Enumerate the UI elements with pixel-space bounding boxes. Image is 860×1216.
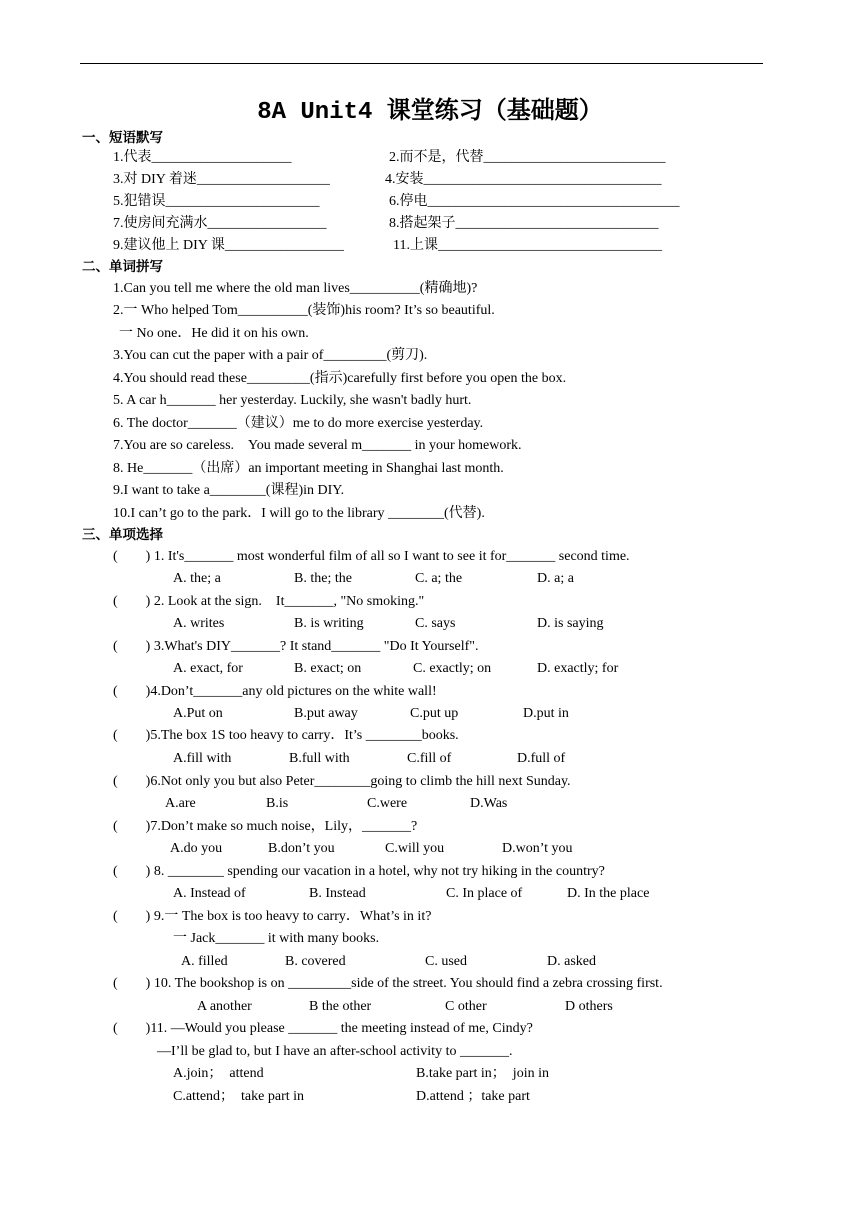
choice-option: B. the; the	[294, 571, 352, 586]
choice-option: B. Instead	[309, 886, 366, 901]
choice-option: C.attend； take part in	[173, 1089, 305, 1104]
spelling-question: 2.一 Who helped Tom__________(装饰)his room? It’s so beautiful.	[113, 303, 495, 318]
header-rule	[80, 63, 763, 64]
choice-question: ( ) 10. The bookshop is on _________side of the street. You should find a zebra crossing first.	[113, 976, 663, 991]
choice-option: C. used	[425, 954, 467, 969]
spelling-question: 10.I can’t go to the park．I will go to the library ________(代替).	[113, 506, 485, 521]
spelling-question: 7.You are so careless. You made several m_______ in your homework.	[113, 438, 522, 453]
choice-question: ( ) 3.What's DIY_______? It stand_______ "Do It Yourself".	[113, 639, 479, 654]
choice-option: D. a; a	[537, 571, 574, 586]
spelling-question: 6. The doctor_______（建议）me to do more exercise yesterday.	[113, 416, 484, 431]
spelling-question: 3.You can cut the paper with a pair of_________(剪刀).	[113, 348, 428, 363]
section-heading-spelling: 二、单词拼写	[82, 259, 163, 275]
phrase-item: 4.安装__________________________________	[385, 172, 662, 187]
choice-option: A.fill with	[173, 751, 232, 766]
section-heading-choice: 三、单项选择	[82, 527, 163, 543]
choice-option: D.full of	[517, 751, 566, 766]
phrase-item: 2.而不是，代替__________________________	[389, 150, 666, 165]
choice-option: B. is writing	[294, 616, 364, 631]
choice-option: B.full with	[289, 751, 350, 766]
choice-option: A. exact, for	[173, 661, 243, 676]
choice-option: A.do you	[170, 841, 223, 856]
choice-question: ( ) 9.一 The box is too heavy to carry．What’s in it?	[113, 909, 432, 924]
choice-option: B. exact; on	[294, 661, 362, 676]
phrase-item: 9.建议他上 DIY 课_________________	[113, 238, 344, 253]
choice-question: ( )6.Not only you but also Peter________going to climb the hill next Sunday.	[113, 774, 571, 789]
choice-option: A another	[197, 999, 252, 1014]
choice-question: ( ) 8. ________ spending our vacation in a hotel, why not try hiking in the country?	[113, 864, 605, 879]
choice-option: D.won’t you	[502, 841, 573, 856]
spelling-question: 5. A car h_______ her yesterday. Luckily, she wasn't badly hurt.	[113, 393, 472, 408]
choice-question: ( )4.Don’t_______any old pictures on the white wall!	[113, 684, 437, 699]
choice-option: D.Was	[470, 796, 508, 811]
choice-option: A. writes	[173, 616, 225, 631]
spelling-question: 1.Can you tell me where the old man lives__________(精确地)?	[113, 281, 478, 296]
choice-option: C other	[445, 999, 487, 1014]
choice-question: ( )5.The box 1S too heavy to carry．It’s ________books.	[113, 728, 459, 743]
choice-question: ( ) 2. Look at the sign. It_______, "No smoking."	[113, 594, 425, 609]
choice-option: D. In the place	[567, 886, 650, 901]
choice-option: D.put in	[523, 706, 569, 721]
section-heading-phrases: 一、短语默写	[82, 130, 163, 146]
phrase-item: 11.上课________________________________	[393, 238, 662, 253]
choice-option: A.Put on	[173, 706, 223, 721]
spelling-question-line: 一 No one．He did it on his own.	[119, 326, 309, 341]
phrase-item: 1.代表____________________	[113, 150, 292, 165]
choice-question: ( ) 1. It's_______ most wonderful film of all so I want to see it for_______ second time.	[113, 549, 630, 564]
choice-option: B.put away	[294, 706, 358, 721]
choice-option: B the other	[309, 999, 372, 1014]
phrase-item: 8.搭起架子_____________________________	[389, 216, 659, 231]
choice-option: A. Instead of	[173, 886, 246, 901]
choice-option: D. is saying	[537, 616, 604, 631]
spelling-question: 9.I want to take a________(课程)in DIY.	[113, 483, 345, 498]
choice-option: A. filled	[181, 954, 228, 969]
choice-option: B.don’t you	[268, 841, 335, 856]
choice-question: ( )11. —Would you please _______ the meeting instead of me, Cindy?	[113, 1021, 533, 1036]
choice-option: D.attend ；take part	[416, 1089, 530, 1104]
choice-option: C. a; the	[415, 571, 463, 586]
choice-option: C.fill of	[407, 751, 452, 766]
choice-option: C.were	[367, 796, 408, 811]
page-title: 8A Unit4 课堂练习（基础题）	[257, 99, 603, 126]
choice-question-line: —I’ll be glad to, but I have an after-school activity to _______.	[157, 1044, 513, 1059]
choice-question: ( )7.Don’t make so much noise，Lily，_______?	[113, 819, 418, 834]
spelling-question: 8. He_______（出席）an important meeting in Shanghai last month.	[113, 461, 504, 476]
phrase-item: 7.使房间充满水_________________	[113, 216, 327, 231]
choice-option: C. says	[415, 616, 456, 631]
spelling-question: 4.You should read these_________(指示)carefully first before you open the box.	[113, 371, 567, 386]
choice-option: A.are	[165, 796, 196, 811]
choice-option: B.take part in； join in	[416, 1066, 549, 1081]
phrase-item: 5.犯错误______________________	[113, 194, 320, 209]
choice-option: D. exactly; for	[537, 661, 619, 676]
choice-option: D. asked	[547, 954, 596, 969]
choice-question-line: 一 Jack_______ it with many books.	[173, 931, 380, 946]
phrase-item: 6.停电____________________________________	[389, 194, 680, 209]
phrase-item: 3.对 DIY 着迷___________________	[113, 172, 330, 187]
choice-option: A. the; a	[173, 571, 221, 586]
choice-option: D others	[565, 999, 613, 1014]
choice-option: B. covered	[285, 954, 346, 969]
choice-option: C. exactly; on	[413, 661, 492, 676]
choice-option: A.join； attend	[173, 1066, 264, 1081]
choice-option: C.will you	[385, 841, 445, 856]
choice-option: C. In place of	[446, 886, 523, 901]
choice-option: C.put up	[410, 706, 459, 721]
choice-option: B.is	[266, 796, 289, 811]
